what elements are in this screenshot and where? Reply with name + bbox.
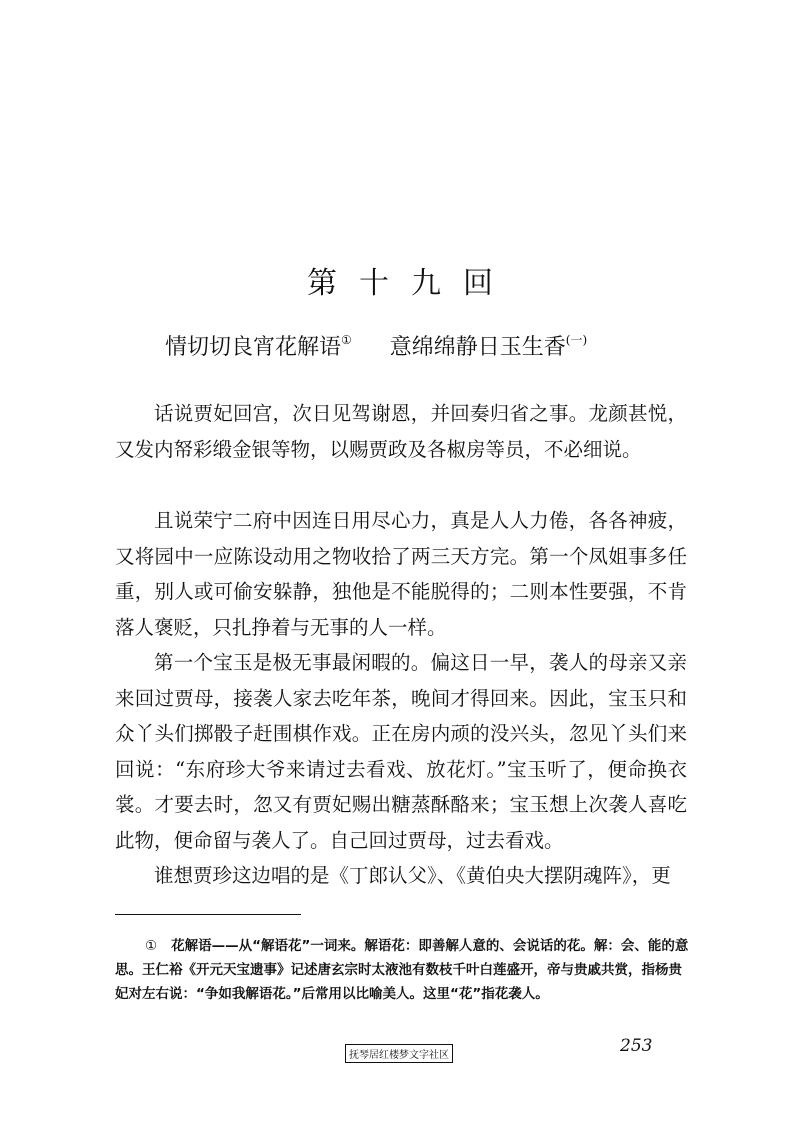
footnote-text: 花解语——从“解语花”一词来。解语花：即善解人意的、会说话的花。解：会、能的意思。王仁裕《开元天宝遗事》记述唐玄宗时太液池有数枝千叶白莲盛开，帝与贵戚共赏，指杨贵妃对左右说：“争如我解语花。”后常用以比喻美人。这里“花”指花袭人。 bbox=[115, 938, 689, 1002]
watermark-stamp: 抚琴居红楼梦文字社区 bbox=[345, 1044, 453, 1063]
paragraph-2: 且说荣宁二府中因连日用尽心力，真是人人力倦，各各神疲，又将园中一应陈设动用之物收拾了两三天方完。第一个凤姐事多任重，别人或可偷安躲静，独他是不能脱得的；二则本性要强，不肯落人褒贬，只扎挣着与无事的人一样。 bbox=[115, 509, 687, 639]
footnote-mark: ① bbox=[145, 938, 158, 954]
footnote-ref[interactable]: ① bbox=[341, 333, 352, 347]
paragraph-3: 第一个宝玉是极无事最闲暇的。偏这日一早，袭人的母亲又亲来回过贾母，接袭人家去吃年茶，晚间才得回来。因此，宝玉只和众丫头们掷骰子赶围棋作戏。正在房内顽的没兴头，忽见丫头们来回说：“东府珍大爷来请过去看戏、放花灯。”宝玉听了，便命换衣裳。才要去时，忽又有贾妃赐出糖蒸酥酪来；宝玉想上次袭人喜吃此物，便命留与袭人了。自己回过贾母，过去看戏。 bbox=[115, 651, 687, 852]
body-text bbox=[115, 396, 687, 894]
subtitle-left: 情切切良宵花解语 bbox=[165, 335, 342, 360]
chapter-title: 第十九回 bbox=[307, 266, 515, 301]
paragraph-4: 谁想贾珍这边唱的是《丁郎认父》、《黄伯央大摆阴魂阵》，更 bbox=[154, 864, 671, 887]
page-number: 253 bbox=[620, 1036, 653, 1056]
chapter-subtitle bbox=[165, 330, 587, 361]
subtitle-right: 意绵绵静日玉生香 bbox=[389, 335, 566, 360]
endnote-ref[interactable]: (一) bbox=[565, 333, 588, 347]
footnote-divider bbox=[115, 914, 301, 915]
footnote bbox=[115, 934, 689, 1006]
paragraph-1: 话说贾妃回宫，次日见驾谢恩，并回奏归省之事。龙颜甚悦，又发内帑彩缎金银等物，以赐贾政及各椒房等员，不必细说。 bbox=[115, 402, 687, 461]
